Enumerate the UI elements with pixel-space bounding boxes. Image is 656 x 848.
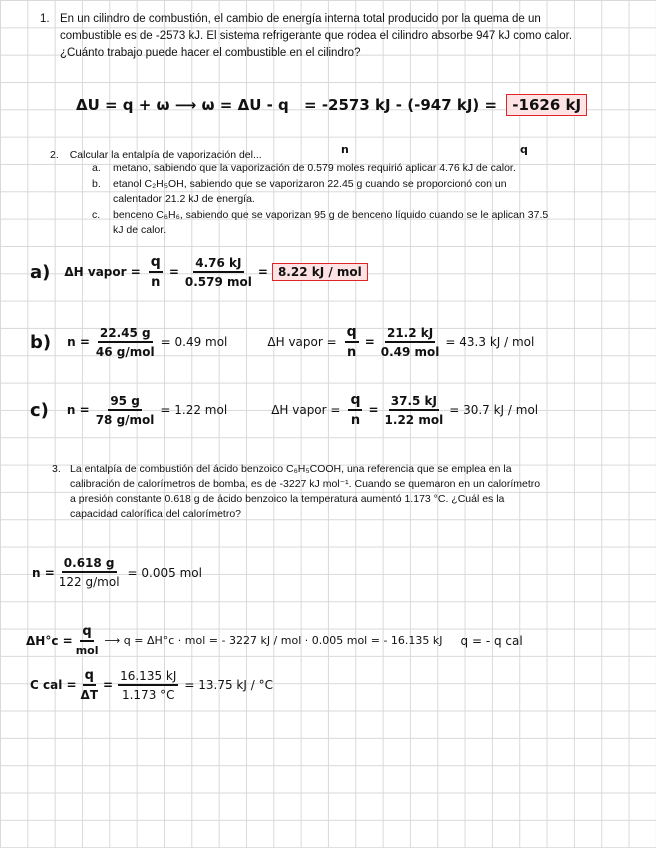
q3-q-relation: q = - q cal xyxy=(460,633,523,648)
q1-eq-mid: = -2573 kJ - (-947 kJ) = xyxy=(304,96,498,114)
q2-b-line1: etanol C₂H₅OH, sabiendo que se vaporizaron 22.45 g cuando se proporcionó con un xyxy=(113,178,507,190)
q2c-den2: 1.22 mol xyxy=(384,412,444,427)
q2c-dh: ΔH vapor = xyxy=(271,403,341,417)
q1-line2: combustible es de -2573 kJ. El sistema refrigerante que rodea el cilindro absorbe 947 kJ como calor. xyxy=(60,30,573,42)
q2b-num1: 22.45 g xyxy=(98,326,153,343)
q3-line2: calibración de calorímetros de bomba, es de -3227 kJ mol⁻¹. Cuando se quemaron en un calorímetro xyxy=(70,478,541,490)
q2b-den1: 46 g/mol xyxy=(95,344,155,359)
q3-c-frac2 xyxy=(118,669,178,702)
q2b-dh: ΔH vapor = xyxy=(267,335,337,349)
q2a-q: q xyxy=(149,254,163,273)
q2b-q-over-n xyxy=(345,324,359,360)
q2c-frac2 xyxy=(385,394,444,427)
q2c-q-over-n xyxy=(348,392,362,428)
q2b-num2: 21.2 kJ xyxy=(385,326,435,343)
q2c-n: n = xyxy=(66,403,90,417)
q3-line4: capacidad calorífica del calorímetro? xyxy=(70,508,242,520)
q2b-n: n = xyxy=(67,335,90,349)
q3-ccal-calc xyxy=(30,668,273,702)
q2-a-text: metano, sabiendo que la vaporización de 0.579 moles requirió aplicar 4.76 kJ de calor. xyxy=(113,162,516,174)
q3-c-den2: 1.173 °C xyxy=(121,687,175,702)
q2c-num1: 95 g xyxy=(108,394,141,411)
q3-n-num: 0.618 g xyxy=(62,556,117,573)
q2b-res1: = 0.49 mol xyxy=(160,335,228,349)
q2c-eq: = xyxy=(368,403,379,417)
q2a-solution xyxy=(30,254,368,290)
q2c-res2: = 30.7 kJ / mol xyxy=(449,403,539,417)
q3-c-eq: = xyxy=(103,678,114,692)
q3-n-calc xyxy=(32,556,202,589)
q2a-eq: = xyxy=(168,265,179,279)
q2b-frac1 xyxy=(96,326,155,359)
q2c-res1: = 1.22 mol xyxy=(160,403,228,417)
q1-equation xyxy=(76,96,587,114)
q1-line1: En un cilindro de combustión, el cambio de energía interna total producido por la quema de un xyxy=(60,13,541,25)
q2c-num2: 37.5 kJ xyxy=(389,394,439,411)
q2a-answer: 8.22 kJ / mol xyxy=(272,263,368,281)
q2a-num: 4.76 kJ xyxy=(193,256,243,273)
q2b-eq: = xyxy=(364,335,375,349)
q1-eq-left: ΔU = q + ω ⟶ ω = ΔU - q xyxy=(76,96,289,114)
q2-c-label: c. xyxy=(92,209,101,221)
q3-dh-den: mol xyxy=(75,644,99,657)
q2b-q: q xyxy=(345,324,359,343)
q2a-n: n xyxy=(151,275,161,290)
q2b-den2: 0.49 mol xyxy=(380,344,440,359)
q3-line3: a presión constante 0.618 g de ácido benzoico la temperatura aumentó 1.173 °C. ¿Cuál es la xyxy=(70,493,505,505)
q3-number: 3. xyxy=(52,463,61,475)
q3-dh-lhs: ΔH°c = xyxy=(26,633,73,648)
q3-dh-rest: ⟶ q = ΔH°c · mol = - 3227 kJ / mol · 0.005 mol = - 16.135 kJ xyxy=(104,634,443,647)
q2c-label: c) xyxy=(30,399,49,421)
q2a-den: 0.579 mol xyxy=(184,274,252,289)
q2-c-line2: kJ de calor. xyxy=(113,224,167,236)
q2b-nn: n xyxy=(347,345,357,360)
q2a-eq2: = xyxy=(257,265,268,279)
q2b-frac2 xyxy=(381,326,440,359)
q3-n-frac xyxy=(59,556,120,589)
q2-title: Calcular la entalpía de vaporización del... xyxy=(69,149,262,161)
q2b-solution xyxy=(30,324,534,360)
q1-number: 1. xyxy=(40,13,50,25)
q3-c-res: = 13.75 kJ / °C xyxy=(184,678,273,692)
q3-dh-num: q xyxy=(80,624,93,642)
q1-line3: ¿Cuánto trabajo puede hacer el combustible en el cilindro? xyxy=(60,47,361,59)
q2-a-label: a. xyxy=(92,162,101,174)
q2-number: 2. xyxy=(50,149,59,161)
q3-c-den: ΔT xyxy=(80,688,99,702)
q3-c-num2: 16.135 kJ xyxy=(118,669,178,686)
q3-c-num: q xyxy=(83,668,96,686)
q2a-label: a) xyxy=(30,261,51,283)
q3-n-res: = 0.005 mol xyxy=(127,565,202,580)
q3-c-lhs: C cal = xyxy=(30,678,77,692)
q2c-den1: 78 g/mol xyxy=(95,412,155,427)
q2b-res2: = 43.3 kJ / mol xyxy=(445,335,535,349)
q2-note-n: n xyxy=(341,143,349,156)
q2-note-q: q xyxy=(520,143,528,156)
q2a-fraction xyxy=(185,256,252,289)
q3-n-lhs: n = xyxy=(32,565,55,580)
q2b-label: b) xyxy=(30,331,52,353)
q3-line1: La entalpía de combustión del ácido benzoico C₆H₅COOH, una referencia que se emplea en la xyxy=(70,463,512,475)
q2a-q-over-n xyxy=(149,254,163,290)
q2a-dh: ΔH vapor = xyxy=(64,265,141,279)
q2-b-label: b. xyxy=(92,178,101,190)
q3-dh-calc xyxy=(26,624,523,657)
q2c-frac1 xyxy=(96,394,155,427)
q2c-solution xyxy=(30,392,538,428)
q3-n-den: 122 g/mol xyxy=(58,575,120,589)
q2-b-line2: calentador 21.2 kJ de energía. xyxy=(113,193,255,205)
q2c-nn: n xyxy=(350,413,361,428)
q2-c-line1: benceno C₆H₆, sabiendo que se vaporizan 95 g de benceno líquido cuando se le aplican 37.5 xyxy=(113,209,549,221)
q3-c-frac1 xyxy=(81,668,98,702)
q3-dh-frac xyxy=(76,624,99,657)
q1-answer: -1626 kJ xyxy=(506,94,587,116)
q2c-q: q xyxy=(348,392,362,411)
